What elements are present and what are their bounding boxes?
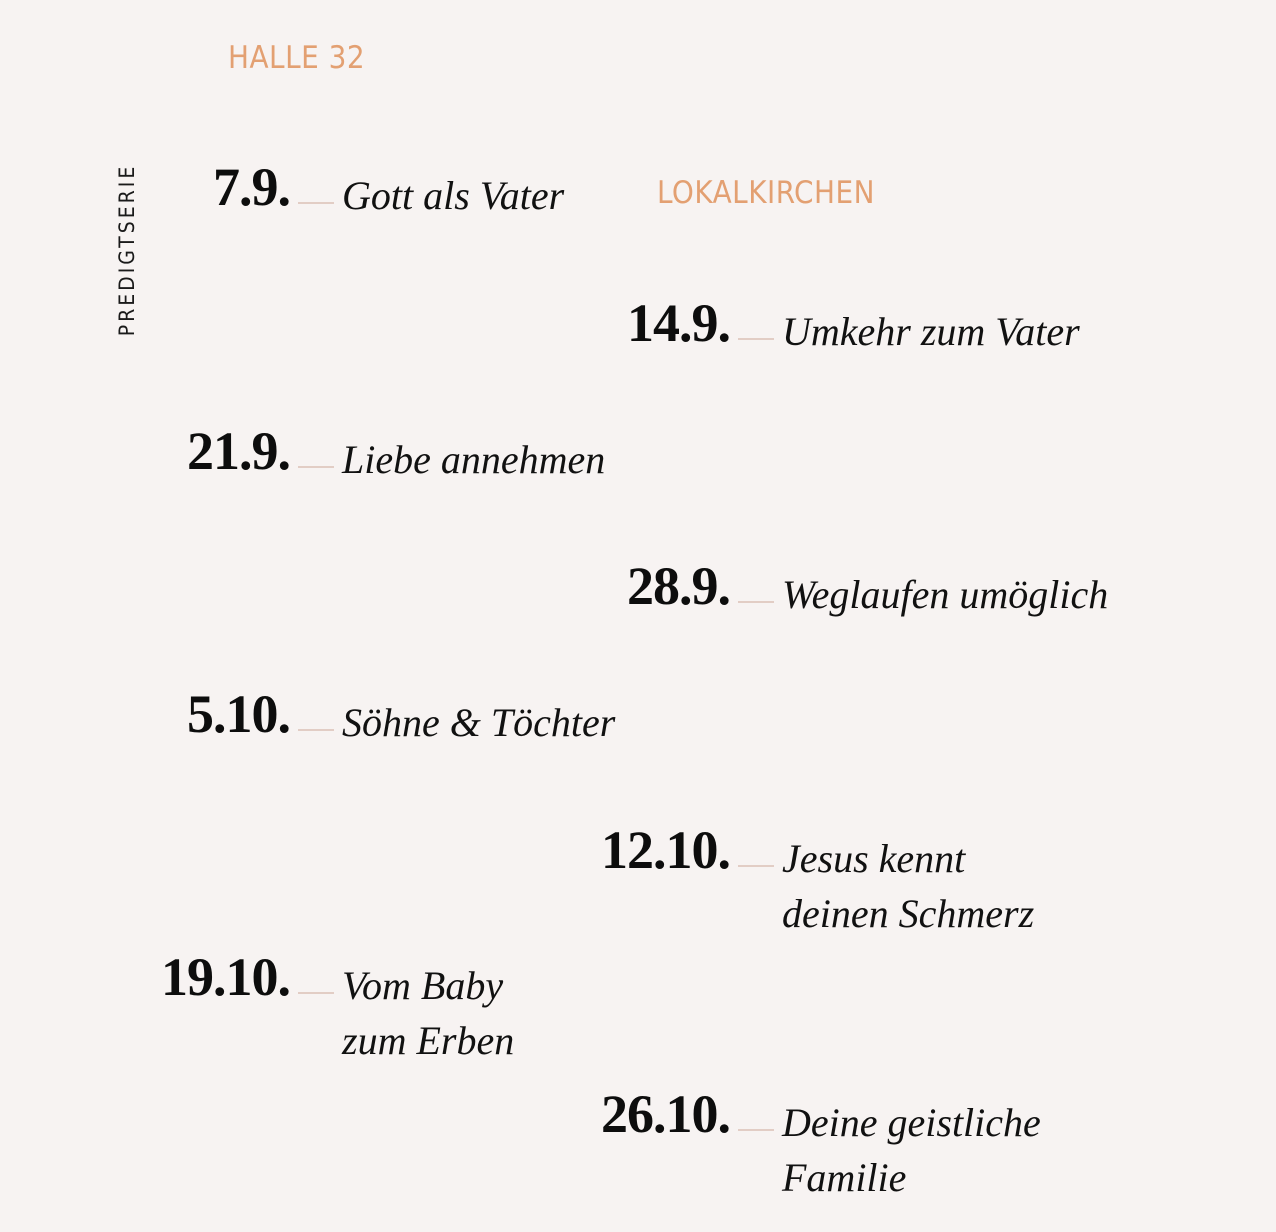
dash-divider: [738, 601, 774, 603]
sermon-entry: [100, 947, 620, 1063]
series-label: PREDIGTSERIE: [115, 163, 139, 337]
dash-divider: [298, 466, 334, 468]
sermon-entry: [100, 157, 620, 220]
sermon-date: 5.10.: [187, 684, 290, 744]
sermon-date: 26.10.: [601, 1084, 730, 1144]
sermon-title: Gott als Vater: [342, 173, 565, 218]
venue-heading-halle: HALLE 32: [228, 40, 366, 76]
sermon-date: 12.10.: [601, 820, 730, 880]
dash-divider: [298, 202, 334, 204]
sermon-date: 19.10.: [161, 947, 290, 1007]
venue-heading-lokalkirchen: LOKALKIRCHEN: [657, 175, 875, 211]
dash-divider: [298, 729, 334, 731]
sermon-entry: [100, 684, 620, 747]
sermon-date: 21.9.: [187, 421, 290, 481]
sermon-title: Weglaufen umöglich: [782, 572, 1109, 617]
dash-divider: [298, 992, 334, 994]
dash-divider: [738, 1129, 774, 1131]
sermon-title: Söhne & Töchter: [342, 700, 616, 745]
sermon-title: Liebe annehmen: [342, 437, 606, 482]
dash-divider: [738, 865, 774, 867]
sermon-date: 14.9.: [627, 293, 730, 353]
sermon-entry: [540, 556, 1180, 619]
sermon-date: 7.9.: [213, 157, 290, 217]
sermon-entry: [100, 421, 620, 484]
sermon-title: Vom Baby zum Erben: [342, 963, 515, 1063]
sermon-entry: [540, 293, 1180, 356]
sermon-title: Umkehr zum Vater: [782, 309, 1080, 354]
sermon-date: 28.9.: [627, 556, 730, 616]
sermon-entry: [540, 1084, 1180, 1200]
sermon-title: Jesus kennt deinen Schmerz: [782, 836, 1035, 936]
sermon-title: Deine geistliche Familie: [782, 1100, 1041, 1200]
sermon-entry: [540, 820, 1180, 936]
dash-divider: [738, 338, 774, 340]
